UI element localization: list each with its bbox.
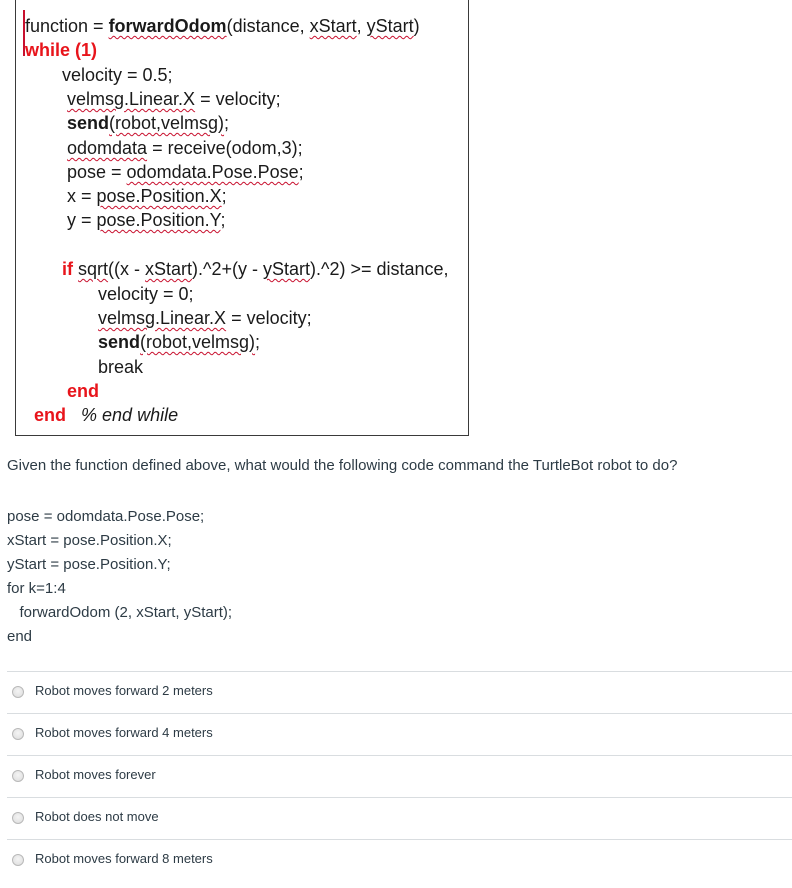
code-line-function: function = forwardOdom(distance, xStart, yStart) <box>25 16 420 36</box>
answer-option[interactable] <box>7 713 792 755</box>
radio-button[interactable] <box>12 728 24 740</box>
code-line-pose: pose = odomdata.Pose.Pose; <box>67 162 304 182</box>
code-line-break: break <box>98 357 144 377</box>
answer-label[interactable]: Robot moves forward 2 meters <box>35 683 213 698</box>
snippet-line: for k=1:4 <box>7 580 66 597</box>
answer-label[interactable]: Robot moves forever <box>35 767 156 782</box>
radio-button[interactable] <box>12 686 24 698</box>
code-line-velmsg: velmsg.Linear.X = velocity; <box>67 89 281 109</box>
code-line-x: x = pose.Position.X; <box>67 186 227 206</box>
code-line-velmsg-2: velmsg.Linear.X = velocity; <box>98 308 312 328</box>
answer-option[interactable] <box>7 671 792 713</box>
snippet-line: forwardOdom (2, xStart, yStart); <box>7 604 233 621</box>
snippet-line: pose = odomdata.Pose.Pose; <box>7 508 205 525</box>
radio-button[interactable] <box>12 854 24 866</box>
code-line-if: if sqrt((x - xStart).^2+(y - yStart).^2) >= distance, <box>62 259 449 279</box>
answer-label[interactable]: Robot moves forward 4 meters <box>35 725 213 740</box>
code-line-send-2: send(robot,velmsg); <box>98 332 261 352</box>
answer-label[interactable]: Robot moves forward 8 meters <box>35 851 213 866</box>
snippet-line: yStart = pose.Position.Y; <box>7 556 171 573</box>
code-line-send: send(robot,velmsg); <box>67 113 230 133</box>
radio-button[interactable] <box>12 812 24 824</box>
snippet-line: end <box>7 628 33 645</box>
answer-option[interactable] <box>7 797 792 839</box>
code-snippet <box>7 505 232 649</box>
code-line-velocity-zero: velocity = 0; <box>98 284 194 304</box>
answer-option[interactable] <box>7 755 792 797</box>
code-line-end-if: end <box>67 381 100 401</box>
code-line-while: while (1) <box>25 40 98 60</box>
radio-button[interactable] <box>12 770 24 782</box>
snippet-line: xStart = pose.Position.X; <box>7 532 172 549</box>
code-line-velocity: velocity = 0.5; <box>62 65 173 85</box>
answer-label[interactable]: Robot does not move <box>35 809 159 824</box>
answer-list <box>7 671 792 881</box>
code-line-end-while: end % end while <box>34 405 179 425</box>
answer-option[interactable] <box>7 839 792 881</box>
code-line-odomdata: odomdata = receive(odom,3); <box>67 138 303 158</box>
code-image <box>15 0 469 436</box>
question-text: Given the function defined above, what would the following code command the TurtleBot robot to do? <box>7 457 678 474</box>
code-line-y: y = pose.Position.Y; <box>67 210 226 230</box>
